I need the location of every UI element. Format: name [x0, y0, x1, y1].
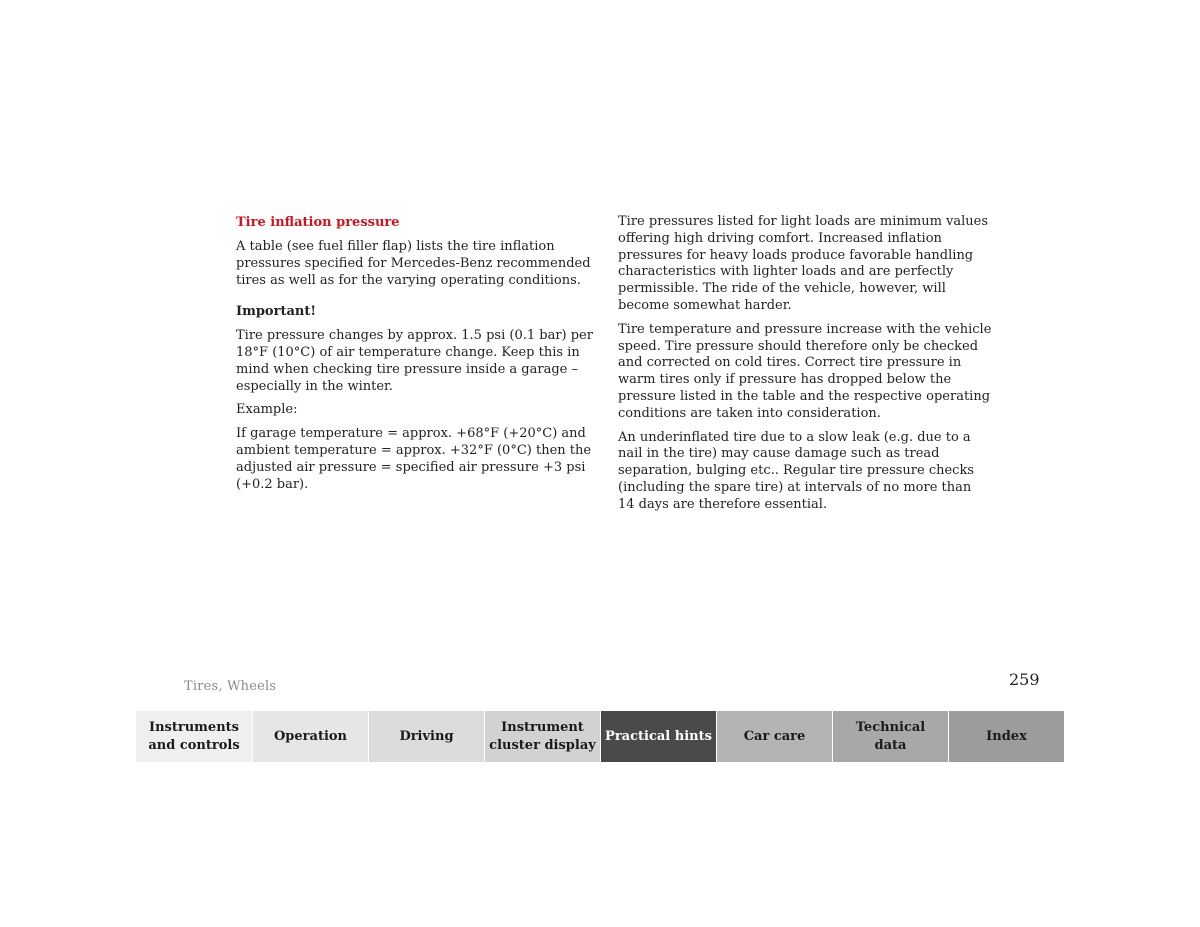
important-heading: Important!: [236, 304, 317, 320]
tab-operation[interactable]: Operation: [252, 711, 368, 762]
left-column: [236, 214, 593, 500]
tab-technical-data[interactable]: Technical data: [832, 711, 948, 762]
section-tab-bar: [136, 711, 1064, 762]
section-title: Tire inflation pressure: [236, 215, 400, 230]
light-loads-paragraph: Tire pressures listed for light loads are minimum values offering high driving comfort. Increased inflation pressures for heavy loads produce favorable handling characteristics with lighter loads and are perfectly permissible. The ride of the vehicle, however, will become somewhat harder.: [618, 214, 989, 313]
example-paragraph: If garage temperature = approx. +68°F (+20°C) and ambient temperature = approx. +32°F (0°C) then the adjusted air pressure = specified air pressure +3 psi (+0.2 bar).: [236, 426, 592, 492]
tab-car-care[interactable]: Car care: [716, 711, 832, 762]
example-label: Example:: [236, 402, 298, 418]
temperature-paragraph: Tire temperature and pressure increase with the vehicle speed. Tire pressure should therefore only be checked and corrected on cold tires. Correct tire pressure in warm tires only if pressure has dropped below the pressure listed in the table and the respective operating conditions are taken into consideration.: [618, 321, 992, 421]
right-column: [618, 214, 992, 521]
tab-index[interactable]: Index: [948, 711, 1064, 762]
tab-instrument-cluster-display[interactable]: Instrument cluster display: [484, 711, 600, 762]
tab-practical-hints[interactable]: Practical hints: [600, 711, 716, 762]
running-head: Tires, Wheels: [184, 679, 277, 694]
underinflated-paragraph: An underinflated tire due to a slow leak (e.g. due to a nail in the tire) may cause damage such as tread separation, bulging etc.. Regular tire pressure checks (including the spare tire) at intervals of no more than 14 days are therefore essential.: [618, 429, 975, 512]
page-number: 259: [1009, 670, 1040, 689]
tab-instruments-and-controls[interactable]: Instruments and controls: [136, 711, 252, 762]
intro-paragraph: A table (see fuel filler flap) lists the tire inflation pressures specified for Mercedes-Benz recommended tires as well as for the varying operating conditions.: [236, 239, 591, 288]
pressure-change-paragraph: Tire pressure changes by approx. 1.5 psi (0.1 bar) per 18°F (10°C) of air temperature change. Keep this in mind when checking tire pressure inside a garage – especially in the winter.: [236, 328, 593, 394]
tab-driving[interactable]: Driving: [368, 711, 484, 762]
